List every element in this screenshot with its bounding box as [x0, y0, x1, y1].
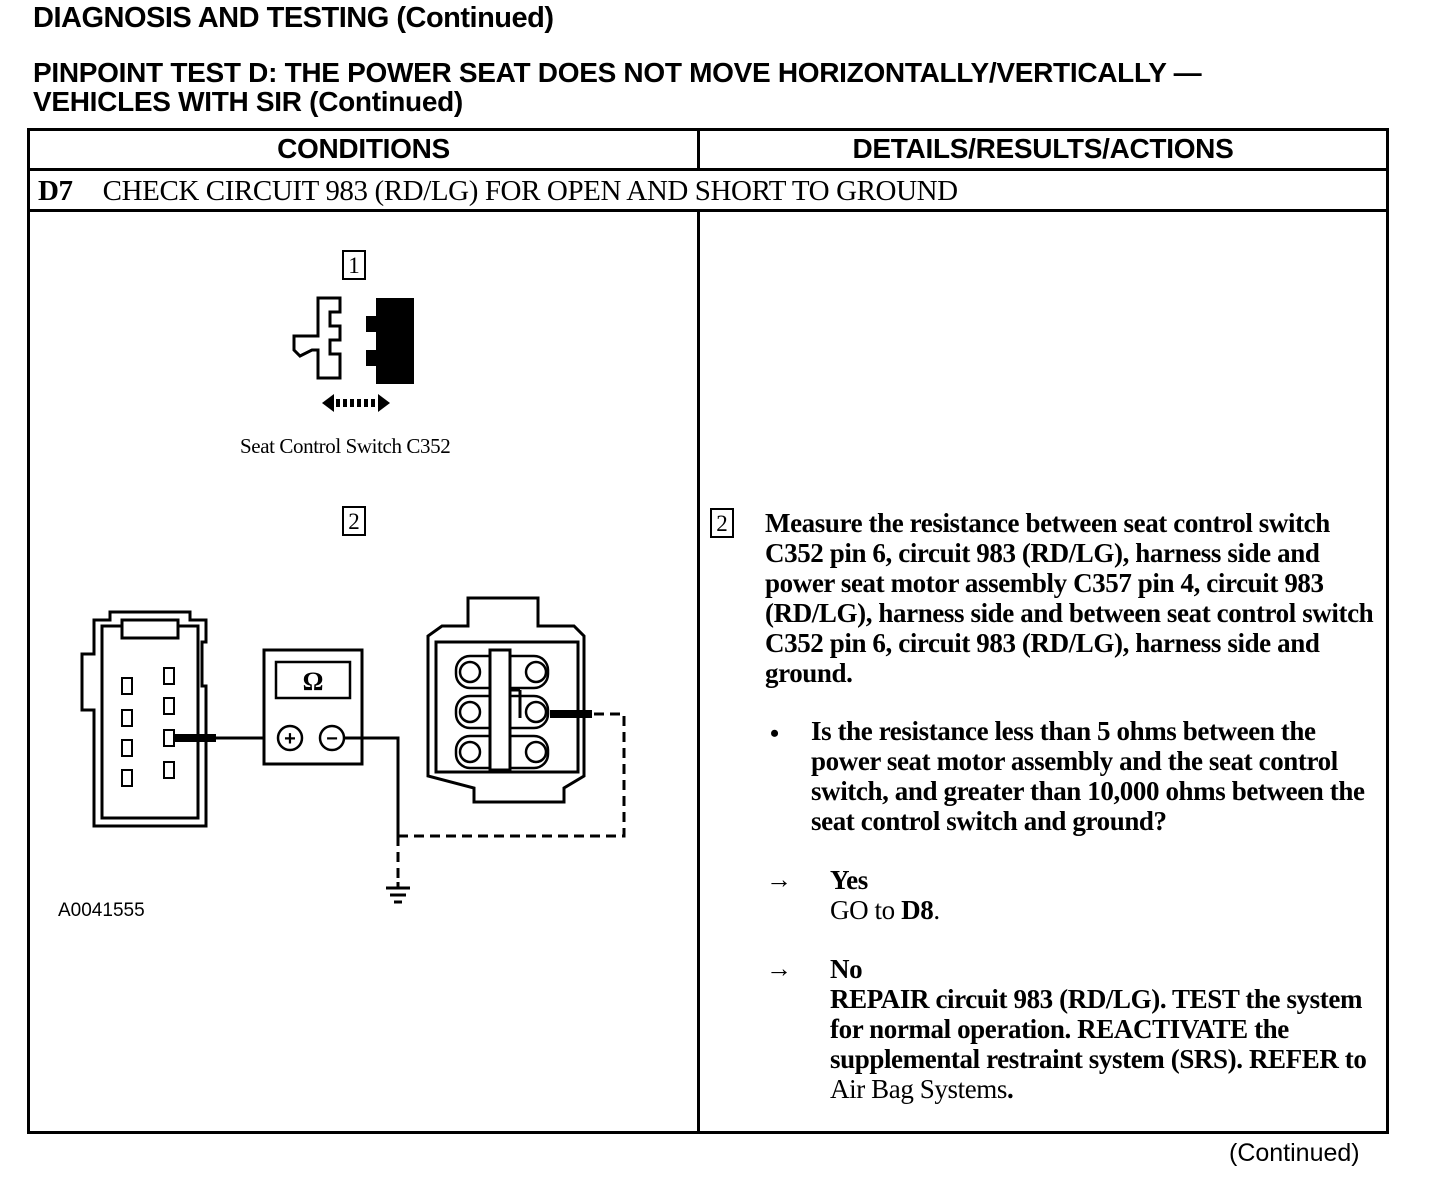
yes-arrow-icon: →: [766, 865, 792, 894]
test-question: Is the resistance less than 5 ohms between the power seat motor assembly and the seat control switch, and greater than 10,000 ohms between the seat control switch and ground?: [811, 716, 1365, 836]
step-title: CHECK CIRCUIT 983 (RD/LG) FOR OPEN AND SHORT TO GROUND: [102, 175, 958, 207]
probe-tip-icon: [550, 710, 592, 718]
result-no: [830, 954, 1380, 1104]
ground-icon: [386, 882, 410, 902]
section-title: DIAGNOSIS AND TESTING (Continued): [33, 2, 554, 34]
table-step-divider: [30, 209, 1386, 212]
connector-half-left-icon: [294, 298, 340, 378]
column-header-details: DETAILS/RESULTS/ACTIONS: [852, 133, 1234, 164]
yes-action-suffix: .: [933, 895, 940, 925]
connector-disconnect-icon: [290, 290, 430, 420]
measure-instruction: Measure the resistance between seat control switch C352 pin 6, circuit 983 (RD/LG), harness side and power seat motor assembly C357 pin 4, circuit 983 (RD/LG), harness side and between seat control switch C352 pin 6, circuit 983 (RD/LG), harness side and ground.: [765, 508, 1374, 688]
step-1-number-box: 1: [342, 250, 366, 280]
connector-half-right-icon: [366, 298, 414, 384]
yes-action-prefix: GO to: [830, 895, 902, 925]
bullet-icon: •: [770, 719, 779, 748]
table-header-divider: [30, 168, 1386, 171]
step-2-number-box: 2: [342, 506, 366, 536]
measurement-diagram: [70, 590, 640, 930]
continued-footer: (Continued): [1229, 1139, 1360, 1167]
plus-symbol: +: [284, 728, 296, 750]
column-divider-body: [697, 209, 700, 1131]
yes-action-target[interactable]: D8: [901, 895, 934, 925]
test-title-line2: VEHICLES WITH SIR (Continued): [33, 86, 463, 117]
step-row: [38, 175, 958, 208]
step-id: D7: [38, 175, 73, 207]
seat-control-switch-connector-icon: [82, 612, 206, 826]
power-seat-motor-connector-icon: [428, 598, 584, 802]
air-bag-systems-link[interactable]: Air Bag Systems: [830, 1074, 1008, 1104]
column-header-conditions: CONDITIONS: [277, 133, 450, 164]
test-title-line1: PINPOINT TEST D: THE POWER SEAT DOES NOT MOVE HORIZONTALLY/VERTICALLY —: [33, 57, 1202, 88]
details-step-number-box: 2: [710, 508, 734, 538]
ohm-symbol: Ω: [302, 667, 324, 696]
figure-id: A0041555: [58, 900, 145, 921]
no-arrow-icon: →: [766, 954, 792, 983]
step-1-caption: Seat Control Switch C352: [240, 434, 451, 458]
no-action: REPAIR circuit 983 (RD/LG). TEST the system for normal operation. REACTIVATE the supplemental restraint system (SRS). REFER to: [830, 984, 1367, 1074]
probe-tip-icon: [174, 734, 216, 742]
yes-label: Yes: [830, 865, 868, 895]
no-label: No: [830, 954, 863, 984]
result-yes: [830, 865, 1380, 925]
test-title: [33, 58, 1201, 116]
double-arrow-icon: [322, 394, 390, 412]
no-action-suffix: .: [1007, 1074, 1014, 1104]
minus-symbol: −: [326, 728, 338, 750]
